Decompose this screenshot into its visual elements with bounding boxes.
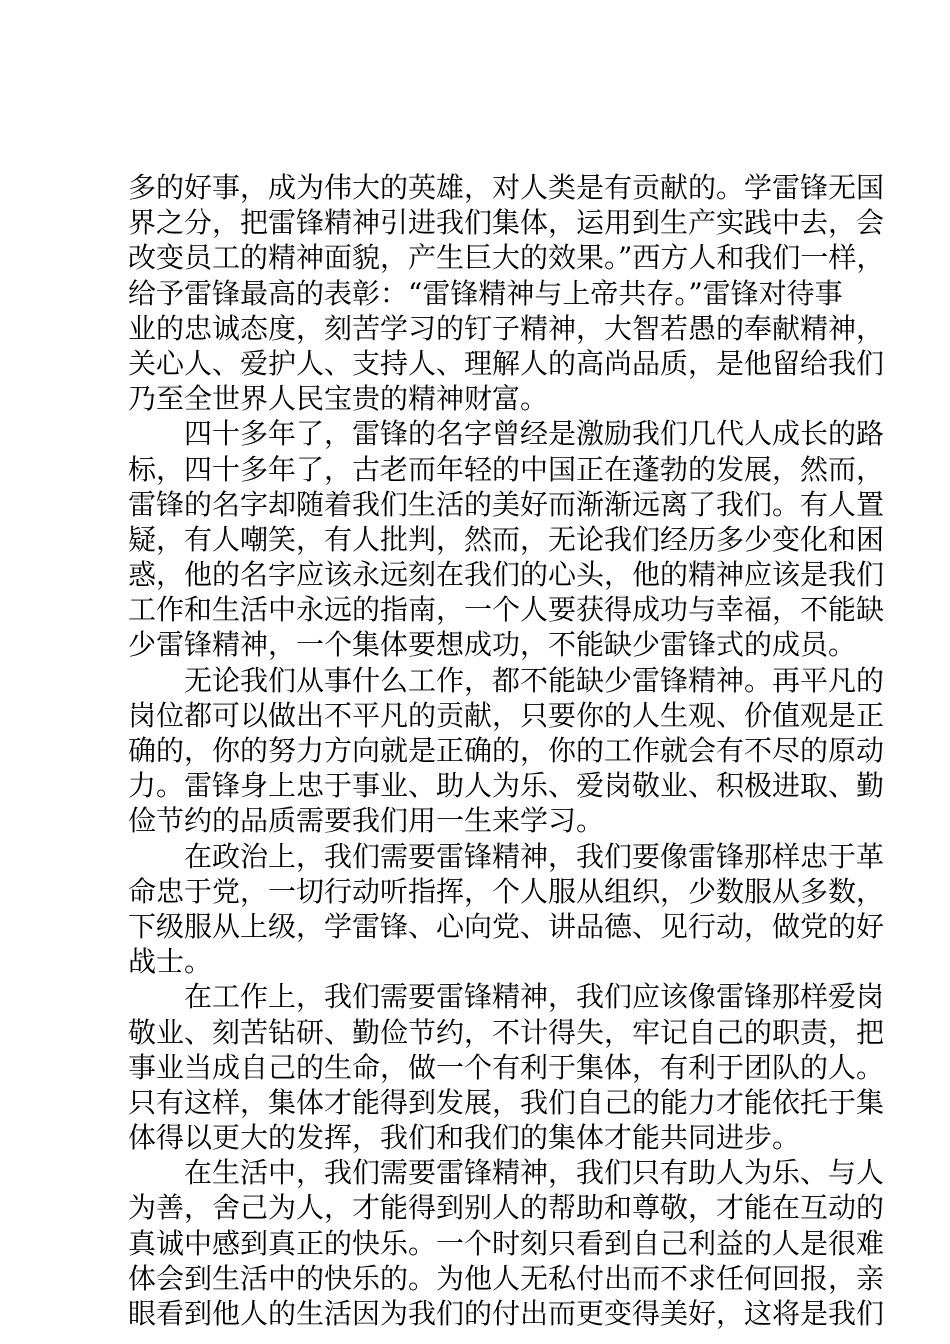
text-line: 敬业、刻苦钻研、勤俭节约，不计得失，牢记自己的职责，把 bbox=[128, 1015, 885, 1049]
text-line: 在政治上，我们需要雷锋精神，我们要像雷锋那样忠于革 bbox=[184, 839, 885, 873]
text-line: 眼看到他人的生活因为我们的付出而更变得美好，这将是我们 bbox=[128, 1297, 885, 1330]
document-body bbox=[128, 170, 885, 1331]
text-line: 确的，你的努力方向就是正确的，你的工作就会有不尽的原动 bbox=[128, 734, 885, 767]
text-line: 给予雷锋最高的表彰：“雷锋精神与上帝共存。”雷锋对待事 bbox=[128, 276, 843, 310]
text-line: 力。雷锋身上忠于事业、助人为乐、爱岗敬业、积极进取、勤 bbox=[128, 769, 885, 803]
text-line: 改变员工的精神面貌，产生巨大的效果。”西方人和我们一样， bbox=[128, 241, 885, 275]
text-line: 事业当成自己的生命，做一个有利于集体，有利于团队的人。 bbox=[128, 1050, 885, 1084]
text-line: 界之分，把雷锋精神引进我们集体，运用到生产实践中去，会 bbox=[128, 206, 885, 240]
text-line: 雷锋的名字却随着我们生活的美好而渐渐远离了我们。有人置 bbox=[128, 487, 885, 521]
text-line: 乃至全世界人民宝贵的精神财富。 bbox=[128, 382, 549, 416]
text-line: 体会到生活中的快乐的。为他人无私付出而不求任何回报，亲 bbox=[128, 1261, 885, 1295]
text-line: 在生活中，我们需要雷锋精神，我们只有助人为乐、与人 bbox=[184, 1156, 885, 1190]
text-line: 工作和生活中永远的指南，一个人要获得成功与幸福，不能缺 bbox=[128, 593, 885, 627]
text-line: 下级服从上级，学雷锋、心向党、讲品德、见行动，做党的好 bbox=[128, 909, 885, 943]
text-line: 真诚中感到真正的快乐。一个时刻只看到自己利益的人是很难 bbox=[128, 1226, 885, 1260]
text-line: 为善，舍己为人，才能得到别人的帮助和尊敬，才能在互动的 bbox=[128, 1191, 885, 1225]
text-line: 多的好事，成为伟大的英雄，对人类是有贡献的。学雷锋无国 bbox=[128, 171, 885, 204]
text-line: 岗位都可以做出不平凡的贡献，只要你的人生观、价值观是正 bbox=[128, 698, 885, 732]
text-line: 业的忠诚态度，刻苦学习的钉子精神，大智若愚的奉献精神， bbox=[128, 311, 885, 345]
text-line: 四十多年了，雷锋的名字曾经是激励我们几代人成长的路 bbox=[184, 417, 885, 451]
text-line: 体得以更大的发挥，我们和我们的集体才能共同进步。 bbox=[128, 1121, 801, 1155]
text-line: 只有这样，集体才能得到发展，我们自己的能力才能依托于集 bbox=[128, 1085, 885, 1119]
text-line: 关心人、爱护人、支持人、理解人的高尚品质，是他留给我们 bbox=[128, 346, 885, 380]
text-line: 无论我们从事什么工作，都不能缺少雷锋精神。再平凡的 bbox=[184, 663, 885, 697]
text-line: 惑，他的名字应该永远刻在我们的心头，他的精神应该是我们 bbox=[128, 558, 885, 592]
text-line: 少雷锋精神，一个集体要想成功，不能缺少雷锋式的成员。 bbox=[128, 628, 857, 662]
text-line: 标，四十多年了，古老而年轻的中国正在蓬勃的发展，然而， bbox=[128, 452, 885, 486]
text-line: 在工作上，我们需要雷锋精神，我们应该像雷锋那样爱岗 bbox=[184, 980, 885, 1014]
text-line: 疑，有人嘲笑，有人批判，然而，无论我们经历多少变化和困 bbox=[128, 522, 885, 556]
text-line: 俭节约的品质需要我们用一生来学习。 bbox=[128, 804, 605, 838]
text-line: 命忠于党，一切行动听指挥，个人服从组织，少数服从多数， bbox=[128, 874, 885, 908]
text-line: 战士。 bbox=[128, 945, 213, 979]
